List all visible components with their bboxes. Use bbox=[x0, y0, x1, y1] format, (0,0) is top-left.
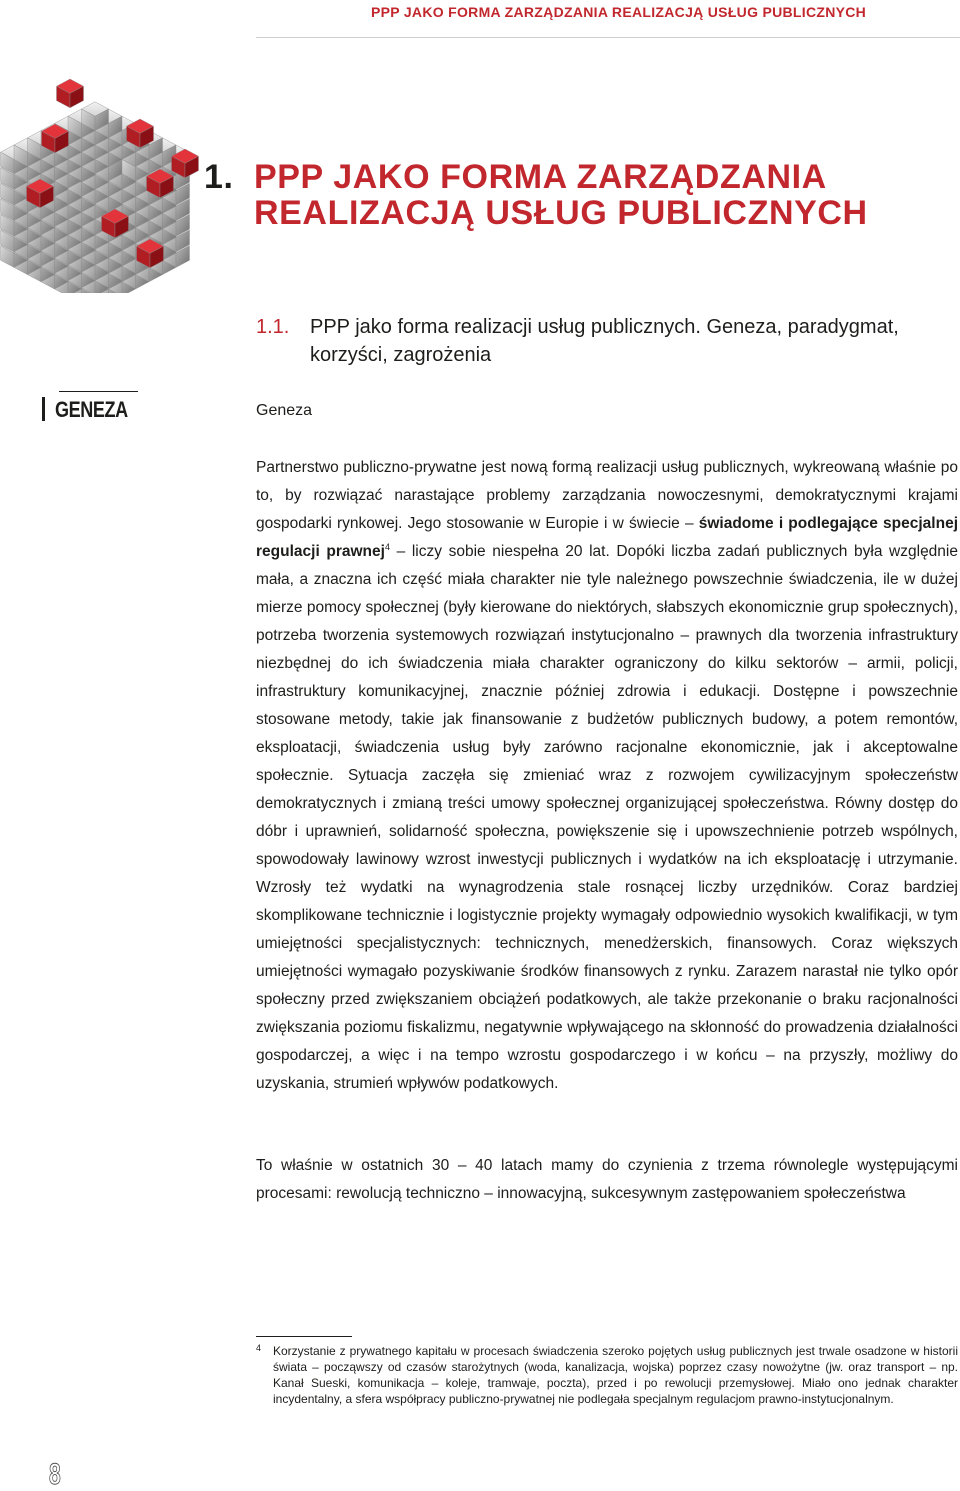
para2-text: To właśnie w ostatnich 30 – 40 latach mamy do czynienia z trzema równolegle występującymi procesami: rewolucją techniczno – innowacyjną, sukcesywnym zastępowaniem społeczeństwa bbox=[256, 1157, 958, 1202]
cube-block-red bbox=[57, 79, 84, 108]
side-tab-bar bbox=[42, 397, 45, 421]
side-tab-label: GENEZA bbox=[55, 397, 128, 422]
cube-illustration bbox=[0, 48, 205, 293]
para1-bold: świadome i podlegające specjalnej regulacji prawnej bbox=[256, 515, 958, 560]
body-paragraph-1 bbox=[256, 454, 958, 1098]
para1-part2: – liczy sobie niespełna 20 lat. Dopóki liczba zadań publicznych była względnie mała, a znaczna ich część miała charakter nie tyle należnego powszechnie świadczenia, ile w dużej mierze pomocy społecznej (były kierowane do niektórych, słabszych ekonomicznie grup społecznych), potrzeba tworzenia systemowych rozwiązań instytucjonalno – prawnych dla tworzenia infrastruktury niezbędnej do ich świadczenia miała charakter ograniczony do kilku sektorów – armii, policji, infrastruktury komunikacyjnej, znacznie później zdrowia i edukacji. Dostępne i powszechnie stosowane metody, takie jak finansowanie z budżetów publicznych budowy, a potem remontów, eksploatacji, świadczenia usług były zarówno racjonalne ekonomicznie, jak i akceptowalne społecznie. Sytuacja zaczęła się zmieniać wraz z rozwojem cywilizacyjnym społeczeństw demokratycznych i zmianą treści umowy społecznej organizującej społeczeństwa. Równy dostęp do dóbr i uprawnień, solidarność społeczna, powiększenie się i upowszechnienie potrzeb wspólnych, spowodowały lawinowy wzrost inwestycji publicznych i wydatków na ich eksploatację i utrzymanie. Wzrosły też wydatki na wynagrodzenia stale rosnącej liczby urzędników. Coraz bardziej skomplikowane technicznie i logistycznie projekty wymagały odpowiednio wysokich kwalifikacji, w tym umiejętności specjalistycznych: technicznych, menedżerskich, finansowych. Coraz większych umiejętności wymagało pozyskiwanie środków finansowych z rynku. Zarazem narastał nie tylko opór społeczny przed zwiększaniem obciążeń podatkowych, ale także przekonanie o braku racjonalności zwiększania poziomu fiskalizmu, negatywnie wpływającego na skłonność do prowadzenia działalności gospodarczej, a więc i na tempo wzrostu gospodarczego i w końcu – na przyszły, możliwy do uzyskania, strumień wpływów podatkowych. bbox=[256, 543, 958, 1092]
section-heading bbox=[256, 313, 899, 369]
footnote-number: 4 bbox=[256, 1343, 262, 1353]
footnote-ref[interactable]: 4 bbox=[384, 542, 390, 552]
footnote-text: Korzystanie z prywatnego kapitału w procesach świadczenia szeroko pojętych usług publicznych jest trwale osadzone w historii świata – począwszy od czasów starożytnych (woda, kanalizacja, wojska) poprzez czasy nowożytne (jw. oraz transport – np. Kanał Sueski, komunikacja – koleje, tramwaje, poczta), przed i po rewolucji przemysłowej. Miało ono jednak charakter incydentalny, a sfera współpracy publiczno-prywatnej nie podlegała specjalnym regulacjom prawno-instytucjonalnym. bbox=[273, 1344, 958, 1406]
header-divider bbox=[256, 37, 960, 38]
chapter-title-line1: PPP JAKO FORMA ZARZĄDZANIA bbox=[254, 158, 827, 196]
section-number: 1.1. bbox=[256, 316, 290, 338]
side-tab-rule bbox=[59, 391, 138, 392]
footnote-divider bbox=[256, 1336, 352, 1337]
chapter-title bbox=[204, 159, 868, 231]
chapter-title-line2: REALIZACJĄ USŁUG PUBLICZNYCH bbox=[254, 194, 868, 232]
footnote bbox=[256, 1343, 958, 1407]
side-tab-geneza bbox=[42, 391, 132, 421]
section-title-line2: korzyści, zagrożenia bbox=[310, 344, 492, 366]
running-header: PPP JAKO FORMA ZARZĄDZANIA REALIZACJĄ USŁUG PUBLICZNYCH bbox=[371, 4, 867, 20]
body-paragraph-2 bbox=[256, 1152, 958, 1208]
subsection-label: Geneza bbox=[256, 402, 313, 419]
section-title-line1: PPP jako forma realizacji usług publicznych. Geneza, paradygmat, bbox=[310, 316, 899, 338]
para1-part1: Partnerstwo publiczno-prywatne jest nową formą realizacji usług publicznych, wykreowaną właśnie po to, by rozwiązać narastające problemy zarządzania nowoczesnymi, demokratycznymi krajami gospodarki rynkowej. Jego stosowanie w Europie i w świecie – bbox=[256, 459, 958, 532]
chapter-number: 1. bbox=[204, 158, 234, 196]
page-number: 8 bbox=[49, 1458, 61, 1491]
